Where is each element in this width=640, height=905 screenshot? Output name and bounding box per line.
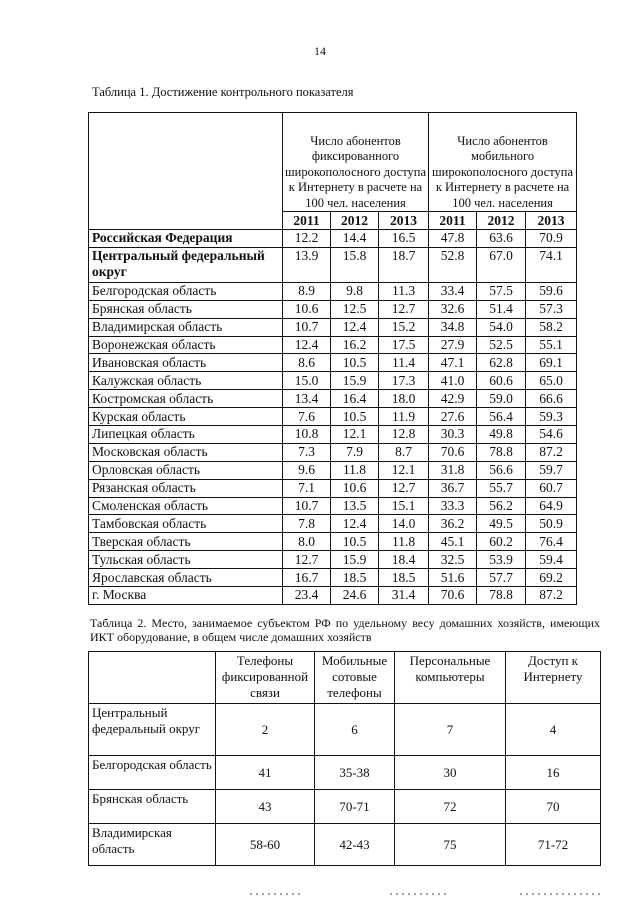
scan-artifact (0, 892, 640, 896)
value-cell: 4 (506, 704, 601, 756)
value-cell: 67.0 (477, 247, 526, 282)
value-cell: 18.4 (379, 551, 429, 569)
value-cell: 10.8 (283, 426, 331, 444)
value-cell: 8.0 (283, 533, 331, 551)
year-header: 2013 (526, 212, 577, 230)
value-cell: 54.0 (477, 318, 526, 336)
value-cell: 41 (216, 756, 315, 790)
value-cell: 18.5 (331, 569, 379, 587)
value-cell: 8.6 (283, 354, 331, 372)
table2-header-computers: Персональные компьютеры (395, 652, 506, 704)
value-cell: 10.7 (283, 318, 331, 336)
value-cell: 49.8 (477, 426, 526, 444)
value-cell: 15.8 (331, 247, 379, 282)
value-cell: 12.4 (283, 336, 331, 354)
value-cell: 32.6 (429, 300, 477, 318)
value-cell: 24.6 (331, 587, 379, 605)
region-cell: Костромская область (89, 390, 283, 408)
value-cell: 51.4 (477, 300, 526, 318)
value-cell: 59.6 (526, 282, 577, 300)
year-header: 2011 (283, 212, 331, 230)
value-cell: 78.8 (477, 443, 526, 461)
table2-region-header (89, 652, 216, 704)
value-cell: 56.6 (477, 461, 526, 479)
region-cell: Тамбовская область (89, 515, 283, 533)
region-cell: Воронежская область (89, 336, 283, 354)
table-row (89, 551, 577, 569)
value-cell: 60.6 (477, 372, 526, 390)
region-cell: Белгородская область (89, 282, 283, 300)
region-cell: Калужская область (89, 372, 283, 390)
value-cell: 70.6 (429, 443, 477, 461)
value-cell: 9.6 (283, 461, 331, 479)
value-cell: 47.8 (429, 230, 477, 248)
table-row (89, 569, 577, 587)
table2 (88, 651, 601, 866)
value-cell: 16.5 (379, 230, 429, 248)
value-cell: 8.7 (379, 443, 429, 461)
value-cell: 16.7 (283, 569, 331, 587)
value-cell: 49.5 (477, 515, 526, 533)
value-cell: 57.3 (526, 300, 577, 318)
table-row (89, 372, 577, 390)
value-cell: 70 (506, 790, 601, 824)
value-cell: 12.4 (331, 515, 379, 533)
value-cell: 87.2 (526, 587, 577, 605)
region-cell: Владимирская область (89, 824, 216, 866)
value-cell: 60.2 (477, 533, 526, 551)
table-row (89, 824, 601, 866)
value-cell: 13.5 (331, 497, 379, 515)
value-cell: 8.9 (283, 282, 331, 300)
value-cell: 7.9 (331, 443, 379, 461)
year-header: 2011 (429, 212, 477, 230)
region-cell: Центральный федеральный округ (89, 247, 283, 282)
value-cell: 69.2 (526, 569, 577, 587)
value-cell: 15.0 (283, 372, 331, 390)
table-row (89, 230, 577, 248)
region-cell: Смоленская область (89, 497, 283, 515)
value-cell: 18.7 (379, 247, 429, 282)
value-cell: 41.0 (429, 372, 477, 390)
table-row (89, 443, 577, 461)
value-cell: 27.9 (429, 336, 477, 354)
table-row (89, 336, 577, 354)
value-cell: 12.4 (331, 318, 379, 336)
region-cell: Брянская область (89, 300, 283, 318)
value-cell: 16.4 (331, 390, 379, 408)
region-cell: Брянская область (89, 790, 216, 824)
table-row (89, 408, 577, 426)
value-cell: 9.8 (331, 282, 379, 300)
value-cell: 30.3 (429, 426, 477, 444)
page-number: 14 (314, 44, 326, 58)
year-header: 2012 (477, 212, 526, 230)
region-cell: Липецкая область (89, 426, 283, 444)
table-row (89, 247, 577, 282)
region-cell: Владимирская область (89, 318, 283, 336)
value-cell: 42-43 (315, 824, 395, 866)
value-cell: 55.1 (526, 336, 577, 354)
value-cell: 15.2 (379, 318, 429, 336)
value-cell: 7 (395, 704, 506, 756)
value-cell: 12.7 (379, 300, 429, 318)
table2-header-fixed-phones: Телефоны фиксированной связи (216, 652, 315, 704)
region-cell: Ивановская область (89, 354, 283, 372)
value-cell: 52.8 (429, 247, 477, 282)
value-cell: 70.9 (526, 230, 577, 248)
value-cell: 16.2 (331, 336, 379, 354)
region-cell: Тульская область (89, 551, 283, 569)
table-row (89, 756, 601, 790)
value-cell: 18.0 (379, 390, 429, 408)
table-row (89, 479, 577, 497)
region-cell: Ярославская область (89, 569, 283, 587)
value-cell: 2 (216, 704, 315, 756)
value-cell: 11.8 (379, 533, 429, 551)
value-cell: 60.7 (526, 479, 577, 497)
value-cell: 70.6 (429, 587, 477, 605)
value-cell: 17.3 (379, 372, 429, 390)
value-cell: 11.8 (331, 461, 379, 479)
value-cell: 36.7 (429, 479, 477, 497)
value-cell: 74.1 (526, 247, 577, 282)
value-cell: 59.0 (477, 390, 526, 408)
table-row (89, 461, 577, 479)
value-cell: 31.4 (379, 587, 429, 605)
value-cell: 58-60 (216, 824, 315, 866)
value-cell: 32.5 (429, 551, 477, 569)
region-cell: Белгородская область (89, 756, 216, 790)
value-cell: 59.3 (526, 408, 577, 426)
value-cell: 58.2 (526, 318, 577, 336)
value-cell: 12.7 (283, 551, 331, 569)
value-cell: 72 (395, 790, 506, 824)
table1-region-header (89, 113, 283, 230)
value-cell: 10.5 (331, 354, 379, 372)
value-cell: 54.6 (526, 426, 577, 444)
table2-header-mobile-phones: Мобильные сотовые телефоны (315, 652, 395, 704)
value-cell: 10.7 (283, 497, 331, 515)
region-cell: Рязанская область (89, 479, 283, 497)
value-cell: 14.0 (379, 515, 429, 533)
table-row (89, 515, 577, 533)
value-cell: 11.9 (379, 408, 429, 426)
region-cell: Орловская область (89, 461, 283, 479)
value-cell: 70-71 (315, 790, 395, 824)
value-cell: 16 (506, 756, 601, 790)
region-cell: Центральный федеральный округ (89, 704, 216, 756)
table2-header-internet: Доступ к Интернету (506, 652, 601, 704)
region-cell: Российская Федерация (89, 230, 283, 248)
value-cell: 10.5 (331, 533, 379, 551)
value-cell: 56.4 (477, 408, 526, 426)
table-row (89, 318, 577, 336)
value-cell: 23.4 (283, 587, 331, 605)
value-cell: 33.4 (429, 282, 477, 300)
value-cell: 57.7 (477, 569, 526, 587)
value-cell: 43 (216, 790, 315, 824)
table-row (89, 587, 577, 605)
value-cell: 14.4 (331, 230, 379, 248)
value-cell: 31.8 (429, 461, 477, 479)
value-cell: 33.3 (429, 497, 477, 515)
value-cell: 6 (315, 704, 395, 756)
value-cell: 27.6 (429, 408, 477, 426)
value-cell: 13.9 (283, 247, 331, 282)
value-cell: 12.1 (379, 461, 429, 479)
table-row (89, 704, 601, 756)
value-cell: 30 (395, 756, 506, 790)
value-cell: 7.6 (283, 408, 331, 426)
table1-header-fixed: Число абонентов фиксированного широкополосного доступа к Интернету в расчете на 100 чел. населения (283, 113, 429, 212)
value-cell: 47.1 (429, 354, 477, 372)
table2-caption: Таблица 2. Место, занимаемое субъектом РФ по удельному весу домашних хозяйств, имеющих ИКТ оборудование, в общем числе домашних хозяйств (90, 616, 600, 644)
value-cell: 57.5 (477, 282, 526, 300)
value-cell: 65.0 (526, 372, 577, 390)
value-cell: 55.7 (477, 479, 526, 497)
value-cell: 59.7 (526, 461, 577, 479)
value-cell: 69.1 (526, 354, 577, 372)
value-cell: 11.3 (379, 282, 429, 300)
table-row (89, 282, 577, 300)
region-cell: г. Москва (89, 587, 283, 605)
year-header: 2013 (379, 212, 429, 230)
value-cell: 11.4 (379, 354, 429, 372)
value-cell: 15.9 (331, 372, 379, 390)
value-cell: 63.6 (477, 230, 526, 248)
value-cell: 15.9 (331, 551, 379, 569)
value-cell: 75 (395, 824, 506, 866)
table1-header-mobile: Число абонентов мобильного широкополосного доступа к Интернету в расчете на 100 чел. населения (429, 113, 577, 212)
value-cell: 50.9 (526, 515, 577, 533)
table-row (89, 790, 601, 824)
value-cell: 7.3 (283, 443, 331, 461)
value-cell: 87.2 (526, 443, 577, 461)
region-cell: Московская область (89, 443, 283, 461)
value-cell: 7.1 (283, 479, 331, 497)
value-cell: 34.8 (429, 318, 477, 336)
value-cell: 51.6 (429, 569, 477, 587)
value-cell: 12.5 (331, 300, 379, 318)
value-cell: 52.5 (477, 336, 526, 354)
value-cell: 10.6 (283, 300, 331, 318)
value-cell: 62.8 (477, 354, 526, 372)
table-row (89, 354, 577, 372)
value-cell: 12.8 (379, 426, 429, 444)
value-cell: 35-38 (315, 756, 395, 790)
value-cell: 18.5 (379, 569, 429, 587)
value-cell: 45.1 (429, 533, 477, 551)
table1-caption: Таблица 1. Достижение контрольного показателя (92, 85, 354, 99)
value-cell: 15.1 (379, 497, 429, 515)
value-cell: 56.2 (477, 497, 526, 515)
value-cell: 12.1 (331, 426, 379, 444)
value-cell: 76.4 (526, 533, 577, 551)
value-cell: 7.8 (283, 515, 331, 533)
region-cell: Тверская область (89, 533, 283, 551)
table-row (89, 533, 577, 551)
value-cell: 42.9 (429, 390, 477, 408)
year-header: 2012 (331, 212, 379, 230)
value-cell: 10.6 (331, 479, 379, 497)
value-cell: 78.8 (477, 587, 526, 605)
value-cell: 13.4 (283, 390, 331, 408)
value-cell: 66.6 (526, 390, 577, 408)
value-cell: 64.9 (526, 497, 577, 515)
value-cell: 12.7 (379, 479, 429, 497)
table-row (89, 497, 577, 515)
table-row (89, 300, 577, 318)
table-row (89, 390, 577, 408)
value-cell: 71-72 (506, 824, 601, 866)
value-cell: 10.5 (331, 408, 379, 426)
value-cell: 17.5 (379, 336, 429, 354)
region-cell: Курская область (89, 408, 283, 426)
value-cell: 36.2 (429, 515, 477, 533)
value-cell: 59.4 (526, 551, 577, 569)
table-row (89, 426, 577, 444)
value-cell: 53.9 (477, 551, 526, 569)
value-cell: 12.2 (283, 230, 331, 248)
table1 (88, 112, 577, 605)
